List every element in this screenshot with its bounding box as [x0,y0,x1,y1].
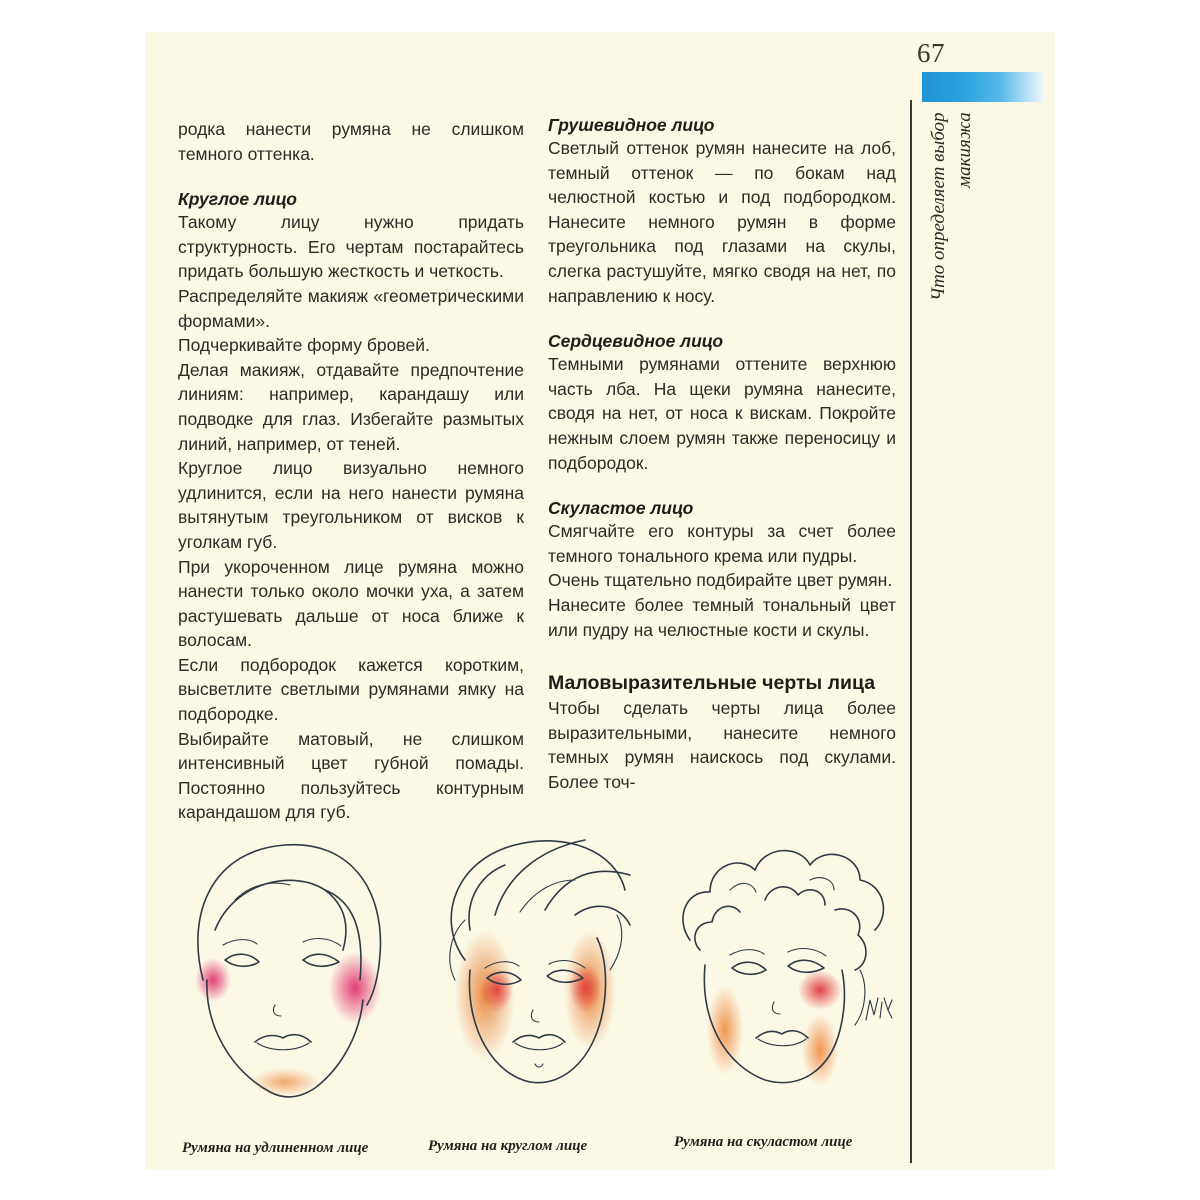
chapter-tab [922,72,1044,102]
heading-pear-face: Грушевидное лицо [548,115,715,135]
paragraph: Темными румянами оттените верхнюю часть лба. На щеки румяна нанесите, сводя на нет, от носа к вискам. Покройте нежным слоем румян также переносицу и подбородок. [548,354,896,473]
margin-rule [910,100,912,1163]
paragraph: Распределяйте макияж «геометрическими формами». [178,285,524,331]
caption-round-face: Румяна на круглом лице [428,1138,588,1154]
illustration-round-face [425,820,640,1130]
paragraph: Круглое лицо визуально немного удлинится, если на него нанести румяна вытянутым треугольником от висков к уголкам губ. [178,458,524,552]
paragraph: При укороченном лице румяна можно нанести только около мочки уха, а затем растушевать дальше от носа ближе к волосам. [178,556,524,651]
page-number: 67 [917,38,945,68]
paragraph: Делая макияж, отдавайте предпочтение линиям: например, карандашу или подводке для глаз. Избегайте размытых линий, например, от теней. [178,359,524,454]
right-column [548,114,896,794]
paragraph: Подчеркивайте форму бровей. [178,335,430,356]
continued-paragraph: родка нанести румяна не слишком темного оттенка. [178,119,524,164]
paragraph: Если подбородок кажется коротким, высветлите светлыми румянами ямку на подбородке. [178,654,524,725]
heading-round-face: Круглое лицо [178,189,297,210]
paragraph: Смягчайте его контуры за счет более темного тонального крема или пудры. [548,521,896,566]
heading-heart-face: Сердцевидное лицо [548,331,724,352]
caption-elongated-face: Румяна на удлиненном лице [182,1140,369,1156]
paragraph: Очень тщательно подбирайте цвет румян. [548,570,893,591]
heading-cheekbone-face: Скуластое лицо [548,498,694,519]
left-column [178,117,524,825]
running-head: Что определяет выбор макияжа [928,112,975,301]
paragraph: Выбирайте матовый, не слишком интенсивный цвет губной помады. Постоянно пользуйтесь контурным карандашом для губ. [178,728,524,823]
paragraph: Светлый оттенок румян нанесите на лоб, темный оттенок — по бокам над челюстной костью и под подбородком. Нанесите немного румян в форме треугольника под глазами на скулы, слегка растушуйте, мягко сводя на нет, по направлению к носу. [548,138,896,306]
section-title: Маловыразительные черты лица [548,672,876,695]
paragraph: Нанесите более темный тональный цвет или пудру на челюстные кости и скулы. [548,594,896,640]
paragraph: Такому лицу нужно придать структурность. Его чертам постарайтесь придать большую жесткость и четкость. [178,212,524,282]
illustration-cheekbone-face [670,830,900,1130]
paragraph: Чтобы сделать черты лица более выразительными, нанесите немного темных румян наискось под скулами. Более точ- [548,698,896,792]
caption-cheekbone-face: Румяна на скуластом лице [674,1134,853,1150]
illustration-elongated-face [175,830,410,1130]
